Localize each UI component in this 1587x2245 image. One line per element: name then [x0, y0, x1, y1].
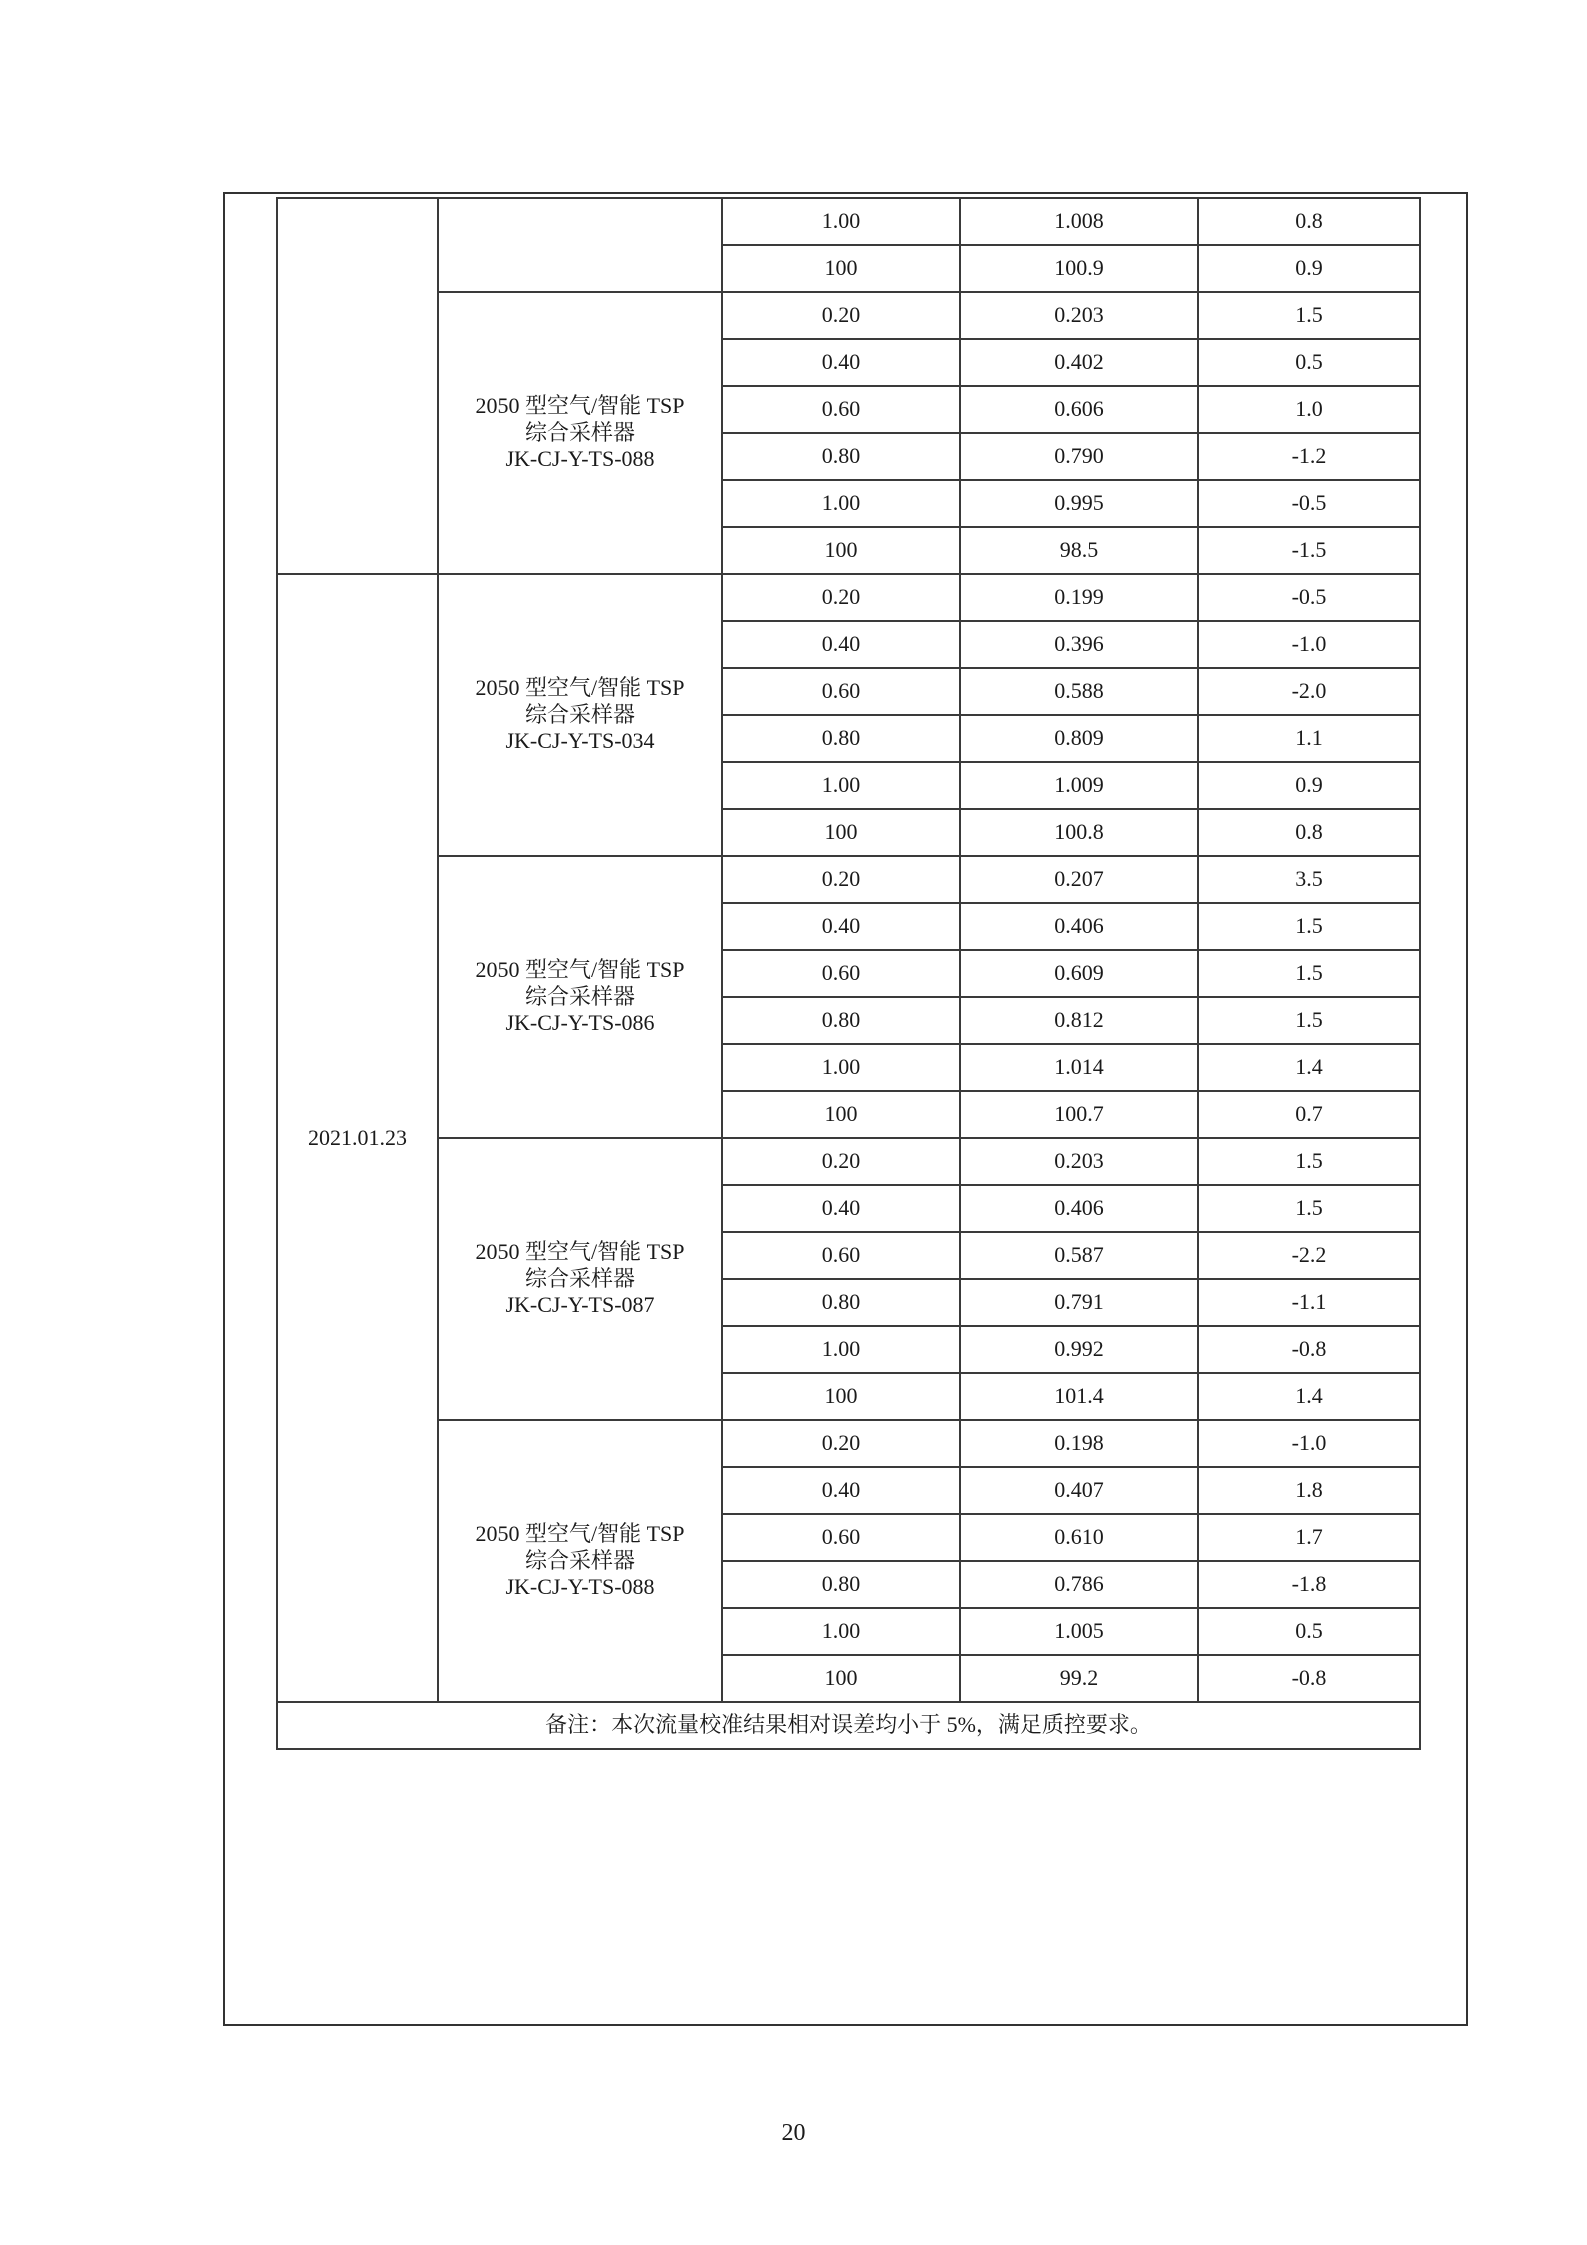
relative-error-cell: 0.8 [1198, 198, 1420, 245]
measured-flow-cell: 0.207 [960, 856, 1198, 903]
set-flow-cell: 0.40 [722, 1185, 960, 1232]
instrument-cell [438, 198, 722, 292]
instrument-name-line-2: 综合采样器 [524, 983, 635, 1009]
set-flow-cell: 0.60 [722, 386, 960, 433]
set-flow-cell: 0.60 [722, 950, 960, 997]
set-flow-cell: 100 [722, 245, 960, 292]
measured-flow-cell: 100.7 [960, 1091, 1198, 1138]
measured-flow-cell: 1.005 [960, 1608, 1198, 1655]
set-flow-cell: 0.80 [722, 715, 960, 762]
relative-error-cell: 1.1 [1198, 715, 1420, 762]
calibration-table-body [277, 198, 1420, 1702]
measured-flow-cell: 98.5 [960, 527, 1198, 574]
measured-flow-cell: 0.199 [960, 574, 1198, 621]
measured-flow-cell: 0.995 [960, 480, 1198, 527]
instrument-name-line-3: JK-CJ-Y-TS-088 [505, 446, 655, 472]
set-flow-cell: 100 [722, 527, 960, 574]
set-flow-cell: 0.60 [722, 1232, 960, 1279]
relative-error-cell: 0.5 [1198, 1608, 1420, 1655]
instrument-name-line-3: JK-CJ-Y-TS-088 [505, 1574, 655, 1600]
instrument-name-line-3: JK-CJ-Y-TS-087 [505, 1292, 655, 1318]
set-flow-cell: 100 [722, 1373, 960, 1420]
relative-error-cell: -1.8 [1198, 1561, 1420, 1608]
relative-error-cell: 1.5 [1198, 903, 1420, 950]
set-flow-cell: 100 [722, 809, 960, 856]
measured-flow-cell: 0.606 [960, 386, 1198, 433]
measured-flow-cell: 0.791 [960, 1279, 1198, 1326]
measured-flow-cell: 100.8 [960, 809, 1198, 856]
relative-error-cell: -0.5 [1198, 480, 1420, 527]
measured-flow-cell: 0.786 [960, 1561, 1198, 1608]
relative-error-cell: 1.5 [1198, 950, 1420, 997]
relative-error-cell: 1.5 [1198, 997, 1420, 1044]
relative-error-cell: 0.9 [1198, 245, 1420, 292]
set-flow-cell: 0.60 [722, 1514, 960, 1561]
relative-error-cell: 1.8 [1198, 1467, 1420, 1514]
table-row [277, 1138, 1420, 1185]
instrument-name-line-1: 2050 型空气/智能 TSP [475, 675, 685, 701]
relative-error-cell: -0.8 [1198, 1655, 1420, 1702]
table-row [277, 1420, 1420, 1467]
relative-error-cell: 3.5 [1198, 856, 1420, 903]
relative-error-cell: 1.7 [1198, 1514, 1420, 1561]
set-flow-cell: 0.80 [722, 997, 960, 1044]
measured-flow-cell: 100.9 [960, 245, 1198, 292]
measured-flow-cell: 1.009 [960, 762, 1198, 809]
relative-error-cell: -2.2 [1198, 1232, 1420, 1279]
instrument-name-line-3: JK-CJ-Y-TS-034 [505, 728, 655, 754]
instrument-name-line-1: 2050 型空气/智能 TSP [475, 957, 685, 983]
measured-flow-cell: 0.406 [960, 1185, 1198, 1232]
measured-flow-cell: 0.198 [960, 1420, 1198, 1467]
set-flow-cell: 0.40 [722, 903, 960, 950]
relative-error-cell: 0.8 [1198, 809, 1420, 856]
set-flow-cell: 0.20 [722, 292, 960, 339]
set-flow-cell: 1.00 [722, 198, 960, 245]
set-flow-cell: 0.40 [722, 621, 960, 668]
measured-flow-cell: 1.008 [960, 198, 1198, 245]
measured-flow-cell: 0.396 [960, 621, 1198, 668]
relative-error-cell: 1.5 [1198, 1138, 1420, 1185]
set-flow-cell: 100 [722, 1655, 960, 1702]
set-flow-cell: 1.00 [722, 1608, 960, 1655]
instrument-name-line-2: 综合采样器 [524, 419, 635, 445]
relative-error-cell: 0.7 [1198, 1091, 1420, 1138]
set-flow-cell: 0.80 [722, 1561, 960, 1608]
measured-flow-cell: 0.609 [960, 950, 1198, 997]
set-flow-cell: 0.40 [722, 339, 960, 386]
date-cell: 2021.01.23 [277, 574, 438, 1702]
set-flow-cell: 0.80 [722, 433, 960, 480]
measured-flow-cell: 0.610 [960, 1514, 1198, 1561]
instrument-name-line-2: 综合采样器 [524, 1265, 635, 1291]
set-flow-cell: 1.00 [722, 480, 960, 527]
measured-flow-cell: 0.812 [960, 997, 1198, 1044]
set-flow-cell: 0.20 [722, 856, 960, 903]
instrument-name-line-3: JK-CJ-Y-TS-086 [505, 1010, 655, 1036]
relative-error-cell: -0.8 [1198, 1326, 1420, 1373]
set-flow-cell: 0.20 [722, 574, 960, 621]
relative-error-cell: 1.5 [1198, 292, 1420, 339]
measured-flow-cell: 0.809 [960, 715, 1198, 762]
note-row [277, 1702, 1420, 1749]
measured-flow-cell: 0.588 [960, 668, 1198, 715]
measured-flow-cell: 0.203 [960, 292, 1198, 339]
measured-flow-cell: 1.014 [960, 1044, 1198, 1091]
page-number: 20 [781, 2120, 806, 2146]
relative-error-cell: 1.0 [1198, 386, 1420, 433]
calibration-table [276, 197, 1421, 1750]
relative-error-cell: -1.0 [1198, 621, 1420, 668]
note-text: 备注：本次流量校准结果相对误差均小于 5%，满足质控要求。 [277, 1702, 1420, 1749]
set-flow-cell: 1.00 [722, 1326, 960, 1373]
relative-error-cell: -2.0 [1198, 668, 1420, 715]
relative-error-cell: 1.4 [1198, 1373, 1420, 1420]
set-flow-cell: 0.20 [722, 1138, 960, 1185]
measured-flow-cell: 0.587 [960, 1232, 1198, 1279]
table-row [277, 198, 1420, 245]
measured-flow-cell: 0.402 [960, 339, 1198, 386]
instrument-name-line-2: 综合采样器 [524, 1547, 635, 1573]
relative-error-cell: -1.0 [1198, 1420, 1420, 1467]
measured-flow-cell: 0.406 [960, 903, 1198, 950]
instrument-cell [438, 856, 722, 1138]
set-flow-cell: 0.20 [722, 1420, 960, 1467]
relative-error-cell: -1.2 [1198, 433, 1420, 480]
measured-flow-cell: 0.203 [960, 1138, 1198, 1185]
measured-flow-cell: 101.4 [960, 1373, 1198, 1420]
table-row [277, 292, 1420, 339]
set-flow-cell: 0.80 [722, 1279, 960, 1326]
relative-error-cell: 1.4 [1198, 1044, 1420, 1091]
set-flow-cell: 0.40 [722, 1467, 960, 1514]
date-cell [277, 198, 438, 574]
instrument-name-line-1: 2050 型空气/智能 TSP [475, 1521, 685, 1547]
measured-flow-cell: 99.2 [960, 1655, 1198, 1702]
instrument-cell [438, 292, 722, 574]
measured-flow-cell: 0.992 [960, 1326, 1198, 1373]
instrument-name-line-2: 综合采样器 [524, 701, 635, 727]
set-flow-cell: 1.00 [722, 762, 960, 809]
relative-error-cell: 0.9 [1198, 762, 1420, 809]
measured-flow-cell: 0.407 [960, 1467, 1198, 1514]
instrument-cell [438, 1138, 722, 1420]
relative-error-cell: 0.5 [1198, 339, 1420, 386]
set-flow-cell: 0.60 [722, 668, 960, 715]
relative-error-cell: -0.5 [1198, 574, 1420, 621]
set-flow-cell: 1.00 [722, 1044, 960, 1091]
relative-error-cell: -1.1 [1198, 1279, 1420, 1326]
instrument-name-line-1: 2050 型空气/智能 TSP [475, 393, 685, 419]
relative-error-cell: 1.5 [1198, 1185, 1420, 1232]
instrument-cell [438, 1420, 722, 1702]
table-row [277, 856, 1420, 903]
measured-flow-cell: 0.790 [960, 433, 1198, 480]
table-row [277, 574, 1420, 621]
instrument-name-line-1: 2050 型空气/智能 TSP [475, 1239, 685, 1265]
instrument-cell [438, 574, 722, 856]
relative-error-cell: -1.5 [1198, 527, 1420, 574]
set-flow-cell: 100 [722, 1091, 960, 1138]
